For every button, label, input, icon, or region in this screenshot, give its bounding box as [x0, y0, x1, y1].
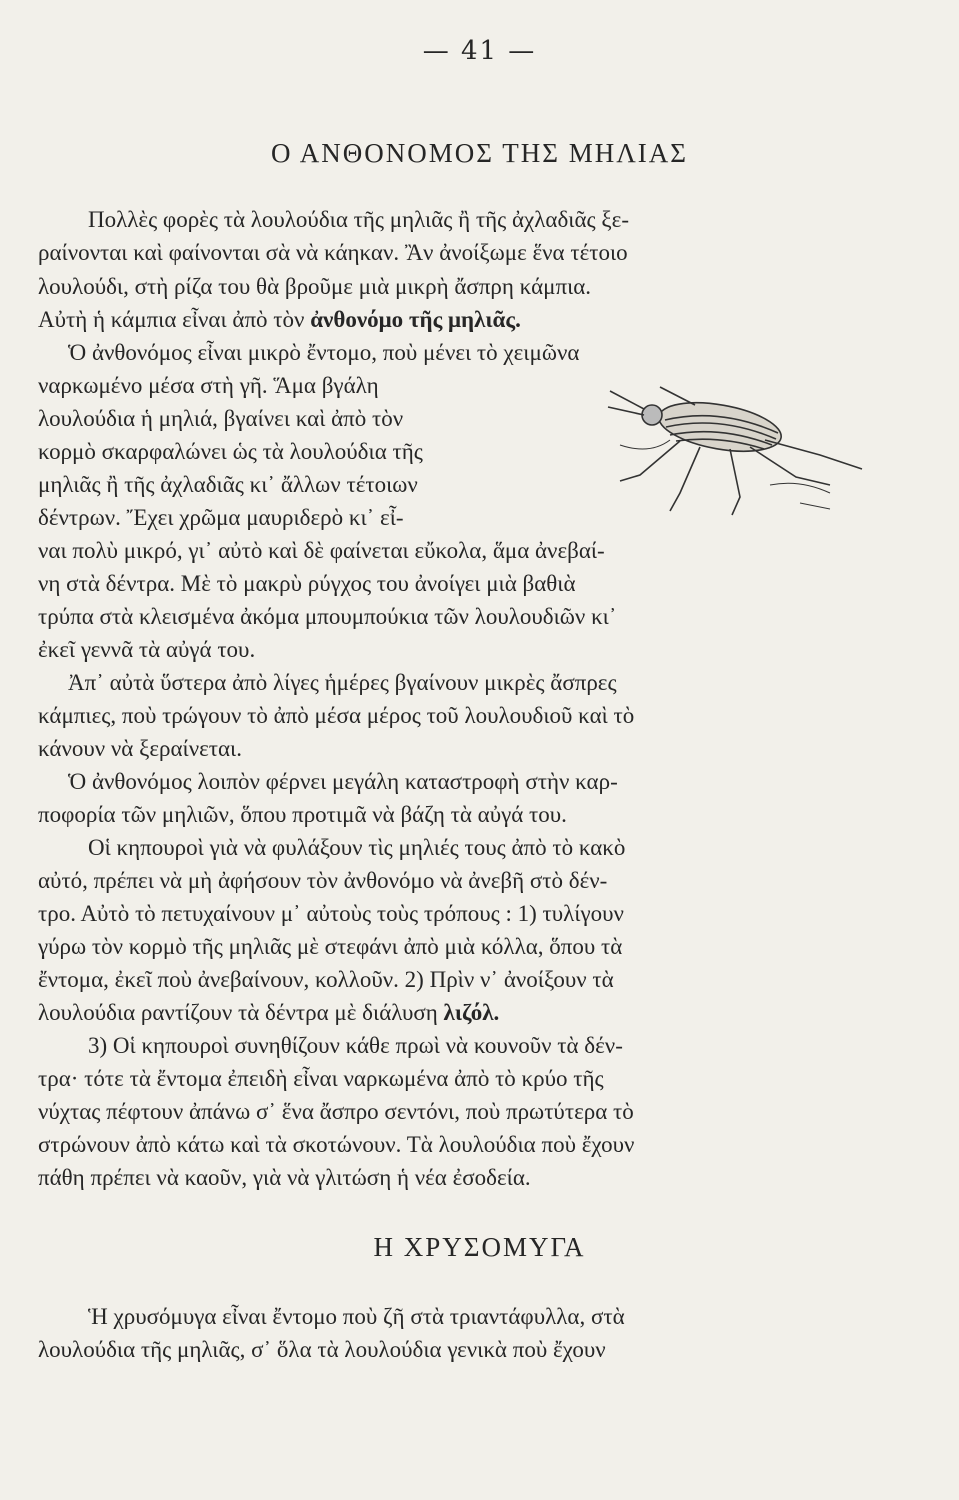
text-line: ἐκεῖ γεννᾶ τὰ αὐγά του.	[38, 637, 256, 662]
text-line: ναι πολὺ μικρό, γι᾿ αὐτὸ καὶ δὲ φαίνεται εὔκολα, ἅμα ἀνεβαί-	[38, 538, 605, 563]
text-line: Ὁ ἀνθονόμος εἶναι μικρὸ ἔντομο, ποὺ μένει τὸ χειμῶνα	[68, 340, 580, 365]
text-line: τρα· τότε τὰ ἔντομα ἐπειδὴ εἶναι ναρκωμένα ἀπὸ τὸ κρύο τῆς	[38, 1066, 604, 1091]
text-line: ραίνονται καὶ φαίνονται σὰ νὰ κάηκαν. Ἂν ἀνοίξωμε ἕνα τέτοιο	[38, 240, 628, 265]
text-fragment: Αὐτὴ ἡ κάμπια εἶναι ἀπὸ τὸν	[38, 307, 305, 332]
text-line: λουλούδια ἡ μηλιά, βγαίνει καὶ ἀπὸ τὸν	[38, 406, 404, 431]
text-line: αὐτό, πρέπει νὰ μὴ ἀφήσουν τὸν ἀνθονόμο νὰ ἀνεβῆ στὸ δέν-	[38, 868, 608, 893]
text-line: τρο. Αὐτὸ τὸ πετυχαίνουν μ᾿ αὐτοὺς τοὺς τρόπους : 1) τυλίγουν	[38, 901, 624, 926]
text-line: στρώνουν ἀπὸ κάτω καὶ τὰ σκοτώνουν. Τὰ λουλούδια ποὺ ἔχουν	[38, 1132, 635, 1157]
text-line	[38, 998, 911, 1028]
beetle-illustration	[600, 385, 880, 520]
text-line: ναρκωμένο μέσα στὴ γῆ. Ἅμα βγάλη	[38, 373, 379, 398]
text-line: 3) Οἱ κηπουροὶ συνηθίζουν κάθε πρωὶ νὰ κουνοῦν τὰ δέν-	[88, 1033, 623, 1058]
text-line: τρύπα στὰ κλεισμένα ἀκόμα μπουμπούκια τῶν λουλουδιῶν κι᾿	[38, 604, 617, 629]
text-line: λουλούδι, στὴ ρίζα του θὰ βροῦμε μιὰ μικρὴ ἄσπρη κάμπια.	[38, 274, 592, 299]
text-line: Οἱ κηπουροὶ γιὰ νὰ φυλάξουν τὶς μηλιές τους ἀπὸ τὸ κακὸ	[88, 835, 626, 860]
text-line: λουλούδια τῆς μηλιᾶς, σ᾿ ὅλα τὰ λουλούδια γενικὰ ποὺ ἔχουν	[38, 1337, 606, 1362]
text-line: κάμπιες, ποὺ τρώγουν τὸ ἀπὸ μέσα μέρος τοῦ λουλουδιοῦ καὶ τὸ	[38, 703, 635, 728]
text-line: Ἀπ᾿ αὐτὰ ὕστερα ἀπὸ λίγες ἡμέρες βγαίνουν μικρὲς ἄσπρες	[68, 670, 617, 695]
section-title-anthonomos: Ο ΑΝΘΟΝΟΜΟΣ ΤΗΣ ΜΗΛΙΑΣ	[271, 138, 688, 168]
text-fragment: λουλούδια ραντίζουν τὰ δέντρα μὲ διάλυση	[38, 1000, 438, 1025]
text-line: Πολλὲς φορὲς τὰ λουλούδια τῆς μηλιᾶς ἢ τῆς ἀχλαδιᾶς ξε-	[88, 207, 629, 232]
text-line: κορμὸ σκαρφαλώνει ὡς τὰ λουλούδια τῆς	[38, 439, 423, 464]
text-line: ἔντομα, ἐκεῖ ποὺ ἀνεβαίνουν, κολλοῦν. 2) Πρὶν ν᾿ ἀνοίξουν τὰ	[38, 967, 614, 992]
text-line	[38, 305, 911, 335]
page-number: — 41 —	[422, 36, 537, 66]
bold-term-anthonomos: ἀνθονόμο τῆς μηλιᾶς.	[310, 307, 521, 332]
text-line: κάνουν νὰ ξεραίνεται.	[38, 736, 242, 761]
text-line: γύρω τὸν κορμὸ τῆς μηλιᾶς μὲ στεφάνι ἀπὸ μιὰ κόλλα, ὅπου τὰ	[38, 934, 623, 959]
section-title-chrysomyga: Η ΧΡΥΣΟΜΥΓΑ	[373, 1232, 586, 1262]
bold-term-lizol: λιζόλ.	[443, 1000, 500, 1025]
text-line: Ὁ ἀνθονόμος λοιπὸν φέρνει μεγάλη καταστροφὴ στὴν καρ-	[68, 769, 618, 794]
text-line: νύχτας πέφτουν ἀπάνω σ᾿ ἕνα ἄσπρο σεντόνι, ποὺ πρωτύτερα τὸ	[38, 1099, 634, 1124]
text-line: ποφορία τῶν μηλιῶν, ὅπου προτιμᾶ νὰ βάζη τὰ αὐγά του.	[38, 802, 567, 827]
text-line: Ἡ χρυσόμυγα εἶναι ἔντομο ποὺ ζῆ στὰ τριαντάφυλλα, στὰ	[88, 1304, 625, 1329]
text-line: πάθη πρέπει νὰ καοῦν, γιὰ νὰ γλιτώση ἡ νέα ἐσοδεία.	[38, 1165, 531, 1190]
text-line: μηλιᾶς ἢ τῆς ἀχλαδιᾶς κι᾿ ἄλλων τέτοιων	[38, 472, 418, 497]
text-line: νη στὰ δέντρα. Μὲ τὸ μακρὺ ρύγχος του ἀνοίγει μιὰ βαθιὰ	[38, 571, 576, 596]
text-line: δέντρων. Ἔχει χρῶμα μαυριδερὸ κι᾿ εἶ-	[38, 505, 404, 530]
